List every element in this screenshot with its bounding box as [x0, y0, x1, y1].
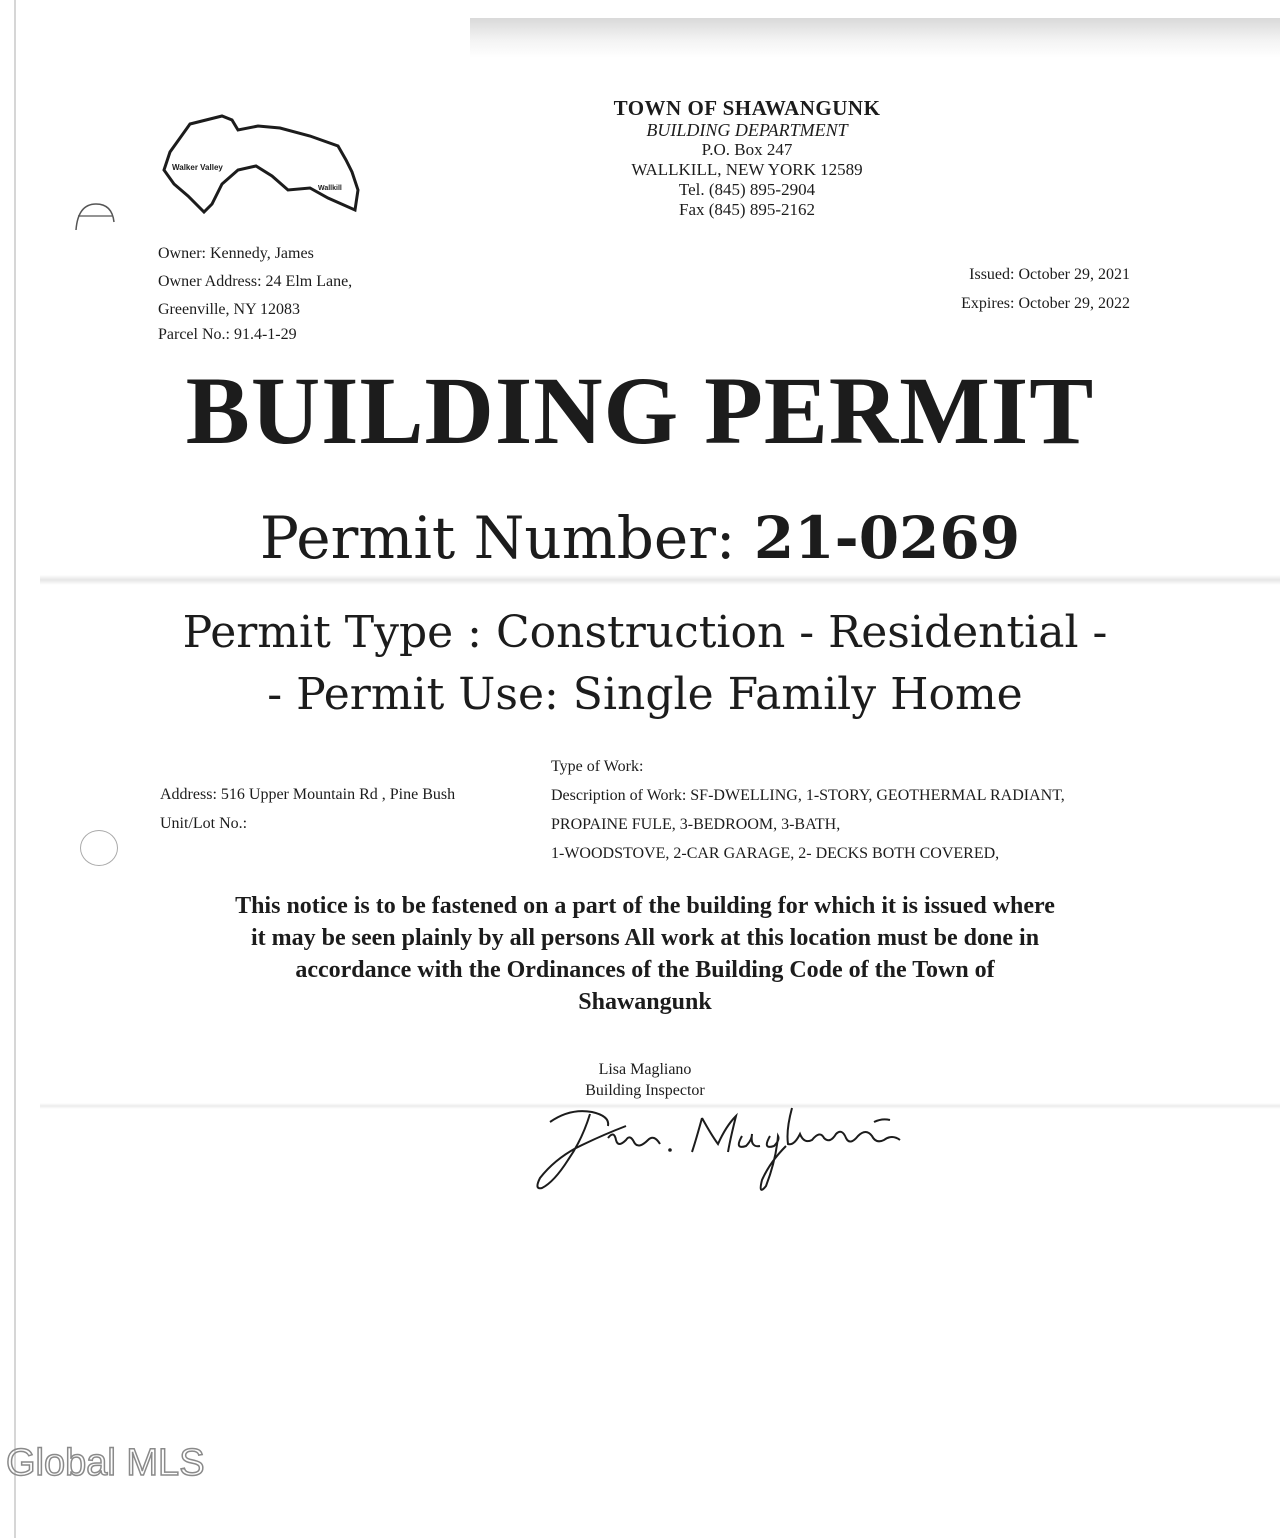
- town-name: TOWN OF SHAWANGUNK: [613, 96, 881, 120]
- page-title: BUILDING PERMIT: [185, 357, 1095, 464]
- type-of-work: Type of Work:: [551, 758, 644, 775]
- parcel-number: Parcel No.: 91.4-1-29: [158, 326, 297, 343]
- owner-address-line2: Greenville, NY 12083: [158, 301, 301, 318]
- logo-label-left: Walker Valley: [172, 163, 223, 172]
- permit-type: Permit Type : Construction - Residential -: [182, 607, 1108, 658]
- inspector-signature: [530, 1100, 910, 1200]
- issued-date: October 29, 2021: [1018, 266, 1130, 283]
- department-header: [560, 98, 934, 220]
- logo-label-right: Wallkill: [318, 185, 342, 192]
- owner-address-line1: Owner Address: 24 Elm Lane,: [158, 273, 353, 290]
- description-line-3: 1-WOODSTOVE, 2-CAR GARAGE, 2- DECKS BOTH COVERED,: [551, 845, 1000, 862]
- permit-type-block: [0, 602, 1280, 726]
- scan-shadow: [470, 18, 1280, 58]
- punch-hole-mark: [74, 200, 116, 240]
- telephone: Tel. (845) 895-2904: [678, 180, 816, 199]
- fold-line: [40, 575, 1280, 585]
- city-state-zip: WALLKILL, NEW YORK 12589: [631, 160, 863, 179]
- permit-number-line: [0, 500, 1280, 576]
- permit-number: 21-0269: [753, 504, 1021, 572]
- work-description: [551, 752, 1065, 868]
- description-line-1: Description of Work: SF-DWELLING, 1-STORY, GEOTHERMAL RADIANT,: [551, 787, 1065, 804]
- watermark: Global MLS: [6, 1442, 205, 1484]
- inspector-name: Lisa Magliano: [598, 1061, 692, 1078]
- owner-name: Owner: Kennedy, James: [158, 245, 314, 262]
- permit-use: - Permit Use: Single Family Home: [267, 669, 1023, 720]
- po-box: P.O. Box 247: [701, 140, 793, 159]
- inspector-title: Building Inspector: [585, 1082, 705, 1099]
- fax: Fax (845) 895-2162: [679, 200, 815, 219]
- issued-label: Issued:: [969, 266, 1015, 283]
- inspector-info: [520, 1059, 770, 1101]
- town-map-logo: [160, 112, 365, 220]
- posting-notice: [160, 890, 1130, 1018]
- owner-info: [158, 240, 352, 346]
- expires-label: Expires:: [961, 295, 1015, 312]
- notice-line-3: accordance with the Ordinances of the Building Code of the Town of: [295, 957, 995, 983]
- unit-lot-number: Unit/Lot No.:: [160, 815, 248, 832]
- site-address-line: Address: 516 Upper Mountain Rd , Pine Bush: [160, 786, 456, 803]
- punch-hole-mark: [80, 830, 118, 866]
- department-name: BUILDING DEPARTMENT: [646, 120, 848, 140]
- permit-dates: [900, 260, 1130, 318]
- notice-line-2: it may be seen plainly by all persons All work at this location must be done in: [250, 925, 1040, 951]
- notice-line-1: This notice is to be fastened on a part of the building for which it is issued where: [235, 893, 1055, 919]
- expires-date: October 29, 2022: [1018, 295, 1130, 312]
- permit-number-label: Permit Number:: [259, 504, 754, 572]
- notice-line-4: Shawangunk: [578, 989, 712, 1015]
- page-edge: [14, 0, 16, 1538]
- site-address: [160, 780, 455, 838]
- description-line-2: PROPAINE FULE, 3-BEDROOM, 3-BATH,: [551, 816, 841, 833]
